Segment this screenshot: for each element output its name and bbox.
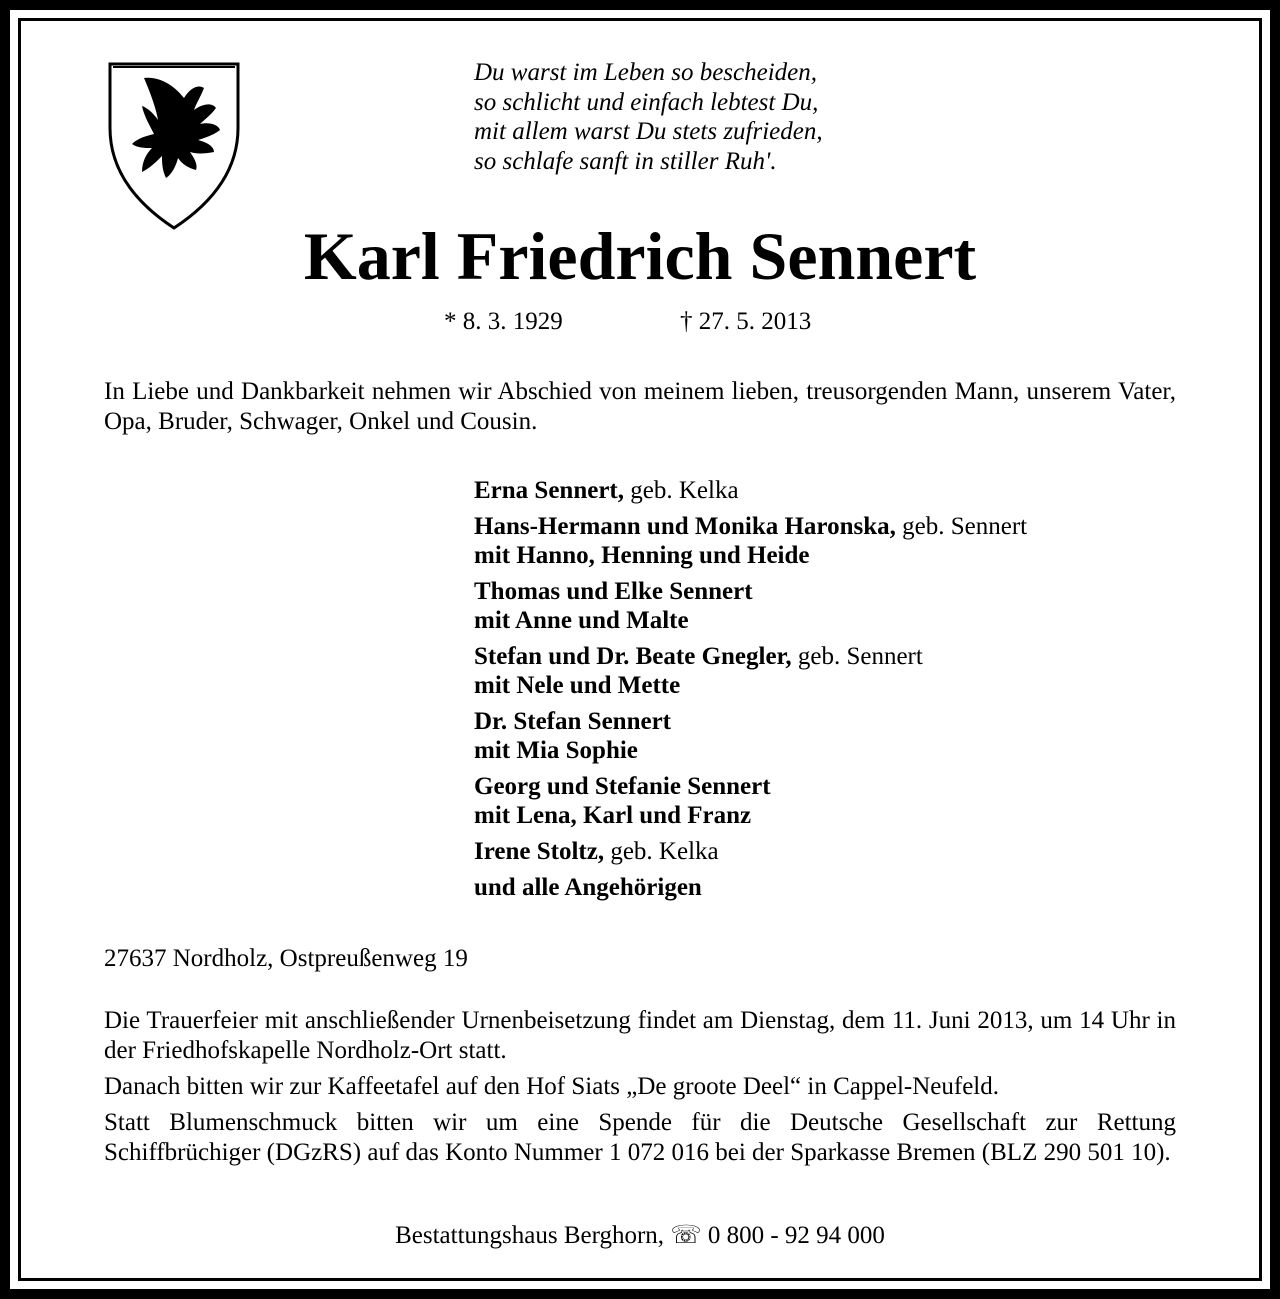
deceased-name: Karl Friedrich Sennert [303, 218, 977, 294]
poem-line: Du warst im Leben so bescheiden, [474, 59, 818, 86]
family-entry [474, 512, 1174, 570]
birth-date: * 8. 3. 1929 [444, 308, 563, 335]
poem [474, 58, 1074, 176]
family-entry [474, 837, 1174, 866]
death-date: † 27. 5. 2013 [680, 308, 812, 335]
undertaker [0, 1221, 1280, 1251]
family-name: Thomas und Elke Sennert [474, 578, 753, 605]
family-name: Irene Stoltz, [474, 838, 605, 865]
address: 27637 Nordholz, Ostpreußenweg 19 [104, 945, 468, 972]
telephone-icon: ☏ [670, 1222, 702, 1249]
family-name: Dr. Stefan Sennert [474, 708, 671, 735]
family-children: mit Lena, Karl und Franz [474, 802, 752, 829]
family-suffix: geb. Kelka [624, 477, 739, 504]
family-name: Hans-Hermann und Monika Haronska, [474, 513, 896, 540]
family-entry [474, 873, 1174, 902]
family-entry [474, 577, 1174, 635]
family-closing: und alle Angehörigen [474, 874, 702, 901]
family-entry [474, 707, 1174, 765]
family-list [474, 476, 1174, 909]
family-entry [474, 476, 1174, 505]
family-suffix: geb. Sennert [895, 513, 1028, 540]
family-suffix: geb. Sennert [791, 643, 923, 670]
service-paragraph: Danach bitten wir zur Kaffeetafel auf den Hof Siats „De groote Deel“ in Cappel-Neufeld. [104, 1073, 999, 1100]
family-children: mit Anne und Malte [474, 607, 689, 634]
service-paragraph: Die Trauerfeier mit anschließender Urnenbeisetzung findet am Dienstag, dem 11. Juni 2013, um 14 Uhr in der Friedhofskapelle Nordholz-Ort statt. [104, 1007, 1176, 1064]
service-paragraph: Statt Blumenschmuck bitten wir um eine Spende für die Deutsche Gesellschaft zur Rettung Schiffbrüchiger (DGzRS) auf das Konto Nummer 1 072 016 bei der Sparkasse Bremen (BLZ 290 501 10). [104, 1109, 1176, 1166]
family-children: mit Nele und Mette [474, 672, 681, 699]
undertaker-phone: 0 800 - 92 94 000 [707, 1222, 885, 1249]
family-name: Stefan und Dr. Beate Gnegler, [474, 643, 792, 670]
service-info [104, 1006, 1176, 1174]
family-children: mit Hanno, Henning und Heide [474, 542, 810, 569]
family-name: Georg und Stefanie Sennert [474, 773, 771, 800]
family-suffix: geb. Kelka [604, 838, 719, 865]
poem-line: mit allem warst Du stets zufrieden, [474, 118, 823, 145]
poem-line: so schlicht und einfach lebtest Du, [474, 88, 819, 116]
family-entry [474, 772, 1174, 830]
intro-text: In Liebe und Dankbarkeit nehmen wir Abschied von meinem lieben, treusorgenden Mann, unserem Vater, Opa, Bruder, Schwager, Onkel und Cousin. [104, 378, 1176, 435]
undertaker-name: Bestattungshaus Berghorn, [395, 1222, 665, 1249]
family-name: Erna Sennert, [474, 477, 624, 504]
poem-line: so schlafe sanft in stiller Ruh'. [474, 147, 777, 175]
coat-of-arms-icon [104, 58, 244, 232]
family-entry [474, 642, 1174, 700]
family-children: mit Mia Sophie [474, 737, 638, 764]
